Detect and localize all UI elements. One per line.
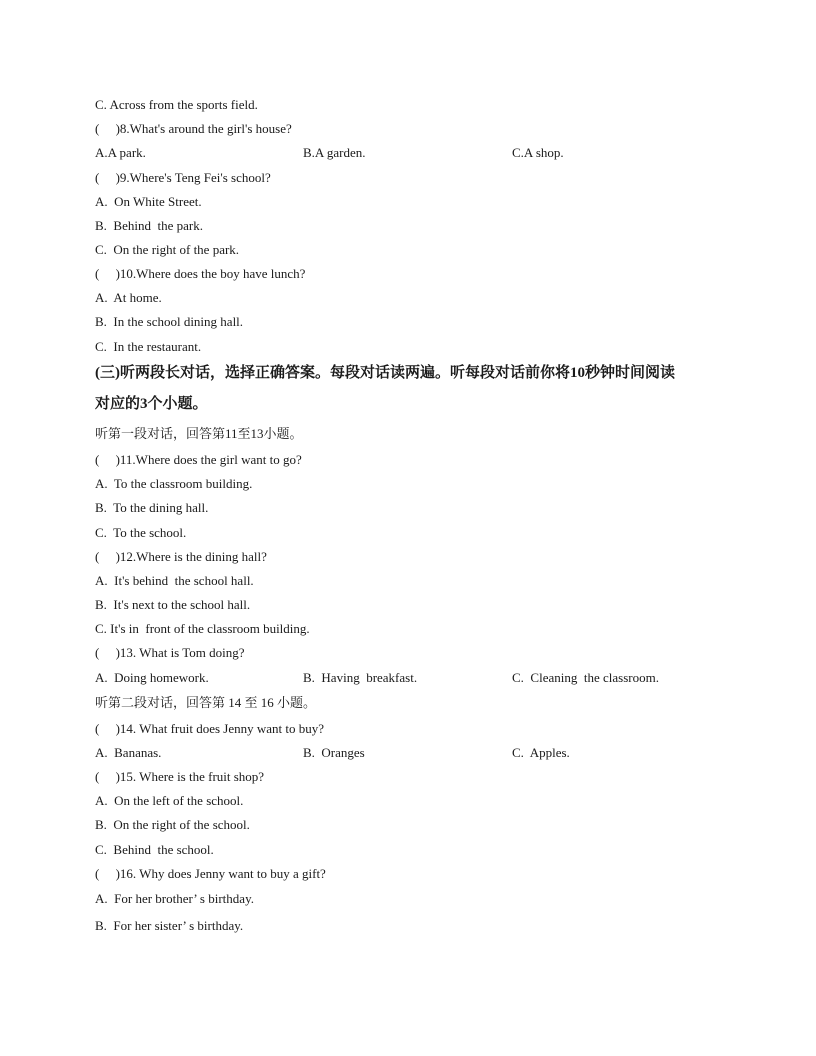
option-b: B. It's next to the school hall.: [95, 597, 251, 612]
option-c: C. Cleaning the classroom.: [512, 670, 659, 685]
dialogue-1-instruction: 听第一段对话，回答第11至13小题。: [95, 426, 303, 441]
question-12: ( )12.Where is the dining hall?: [95, 549, 267, 564]
option-b: B. Oranges: [303, 745, 365, 760]
option-a: A. Doing homework.: [95, 670, 209, 685]
question-14: ( )14. What fruit does Jenny want to buy?: [95, 721, 325, 736]
option-a: A. On the left of the school.: [95, 793, 244, 808]
option-c: C. Apples.: [512, 745, 570, 760]
option-c: C. It's in front of the classroom building.: [95, 621, 310, 636]
question-10: ( )10.Where does the boy have lunch?: [95, 266, 306, 281]
option-c: C. To the school.: [95, 525, 187, 540]
option-b: B. For her sister’ s birthday.: [95, 918, 244, 933]
option-b: B.A garden.: [303, 145, 366, 160]
question-8: ( )8.What's around the girl's house?: [95, 121, 292, 136]
question-16: ( )16. Why does Jenny want to buy a gift?: [95, 866, 326, 881]
option-c: C. Behind the school.: [95, 842, 214, 857]
dialogue-2-instruction: 听第二段对话，回答第 14 至 16 小题。: [95, 695, 317, 710]
question-11: ( )11.Where does the girl want to go?: [95, 452, 302, 467]
question-9: ( )9.Where's Teng Fei's school?: [95, 170, 271, 185]
options-q14: [95, 745, 735, 825]
option-c: C. On the right of the park.: [95, 242, 240, 257]
section-heading: (三)听两段长对话，选择正确答案。每段对话读两遍。听每段对话前你将10秒钟时间阅读: [95, 365, 675, 381]
option-a: A. It's behind the school hall.: [95, 573, 254, 588]
section-heading-line2: 对应的3个小题。: [95, 396, 208, 412]
option-a: A. At home.: [95, 290, 162, 305]
option-a: A.A park.: [95, 145, 146, 160]
option-a: A. On White Street.: [95, 194, 202, 209]
option-b: B. In the school dining hall.: [95, 314, 244, 329]
option-a: A. For her brother’ s birthday.: [95, 891, 254, 906]
option-b: B. To the dining hall.: [95, 500, 209, 515]
question-15: ( )15. Where is the fruit shop?: [95, 769, 265, 784]
option-c-q7: C. Across from the sports field.: [95, 97, 258, 112]
option-b: B. Behind the park.: [95, 218, 203, 233]
option-b: B. Having breakfast.: [303, 670, 418, 685]
option-c: C. In the restaurant.: [95, 339, 202, 354]
question-13: ( )13. What is Tom doing?: [95, 645, 245, 660]
option-a: A. Bananas.: [95, 745, 162, 760]
option-c: C.A shop.: [512, 145, 564, 160]
option-b: B. On the right of the school.: [95, 817, 250, 832]
option-a: A. To the classroom building.: [95, 476, 253, 491]
